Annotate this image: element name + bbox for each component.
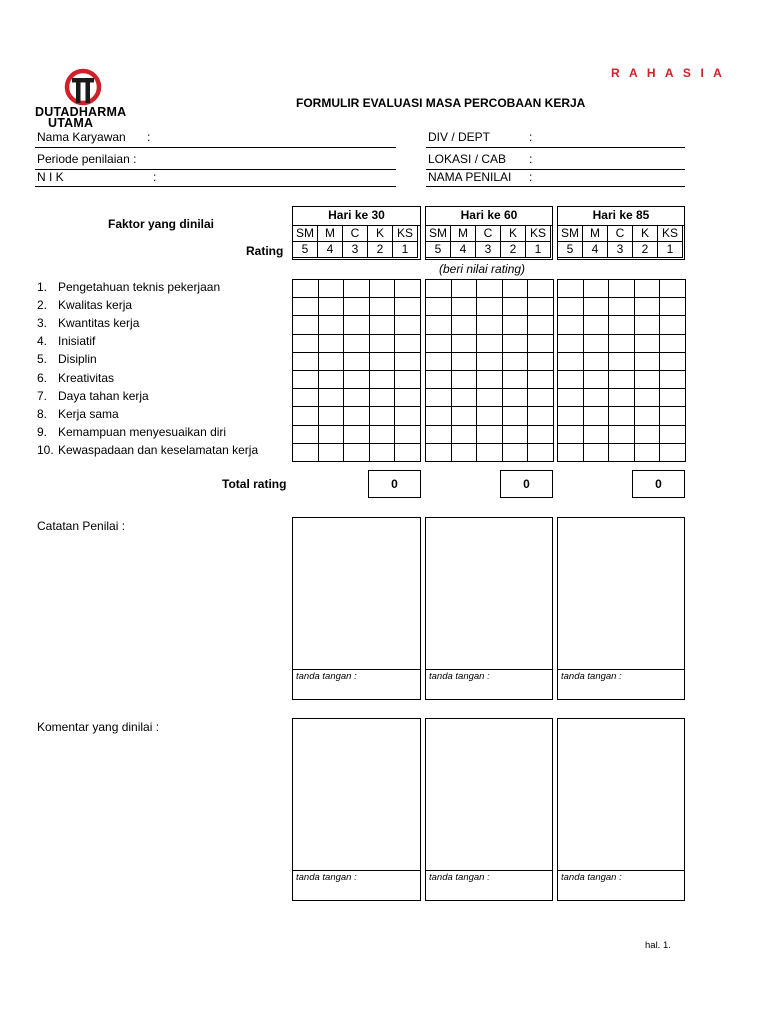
rating-cell[interactable] [609,280,635,298]
period-block-30 [292,206,421,260]
rating-cell[interactable] [426,407,452,425]
rating-cell[interactable] [660,407,686,425]
rating-cell[interactable] [369,443,395,461]
rating-cell[interactable] [395,443,421,461]
total-rating-box-85: 0 [632,470,685,498]
rating-cell[interactable] [609,370,635,388]
rating-cell[interactable] [502,334,528,352]
factor-number: 9. [37,425,48,439]
rating-cell[interactable] [502,298,528,316]
rating-cell[interactable] [502,280,528,298]
rating-cell[interactable] [477,316,503,334]
rating-cell[interactable] [583,316,609,334]
rating-cell[interactable] [344,280,370,298]
factor-number: 7. [37,389,48,403]
rating-cell[interactable] [318,352,344,370]
rating-grid-row [293,352,421,370]
factor-label: Pengetahuan teknis pekerjaan [58,280,221,294]
rating-cell[interactable] [293,425,319,443]
rating-code: SM [426,226,451,242]
rating-cell[interactable] [609,425,635,443]
factor-label: Kerja sama [58,407,119,421]
rating-cell[interactable] [369,352,395,370]
rating-cell[interactable] [369,370,395,388]
comments-box-85[interactable] [557,718,685,901]
rating-value: 5 [558,242,583,258]
rating-cell[interactable] [528,298,554,316]
rating-cell[interactable] [451,407,477,425]
rating-cell[interactable] [344,352,370,370]
factor-label: Daya tahan kerja [58,389,149,403]
period-header: Hari ke 30 [293,207,420,226]
rating-cell[interactable] [558,370,584,388]
rating-cell[interactable] [477,280,503,298]
rating-grid-row [426,334,554,352]
rating-cell[interactable] [369,407,395,425]
rating-scale-table [292,225,418,258]
rating-cell[interactable] [609,334,635,352]
total-rating-box-30: 0 [368,470,421,498]
rating-cell[interactable] [451,370,477,388]
field-location-colon: : [529,152,533,166]
rating-value: 4 [583,242,608,258]
rating-cell[interactable] [558,334,584,352]
rating-grid-30 [292,279,421,462]
rating-grid-row [426,443,554,461]
rating-code: C [608,226,633,242]
rating-cell[interactable] [558,443,584,461]
rating-cell[interactable] [502,316,528,334]
rating-cell[interactable] [528,352,554,370]
rating-cell[interactable] [318,425,344,443]
rating-cell[interactable] [528,407,554,425]
field-nik-colon: : [153,170,157,184]
factor-label: Kemampuan menyesuaikan diri [58,425,227,439]
rating-cell[interactable] [395,280,421,298]
rating-code: KS [393,226,418,242]
factor-number: 8. [37,407,48,421]
rating-cell[interactable] [344,425,370,443]
rating-cell[interactable] [502,352,528,370]
factor-item [37,389,149,403]
rating-grid-row [293,316,421,334]
rating-cell[interactable] [583,389,609,407]
rating-cell[interactable] [634,316,660,334]
rating-cell[interactable] [502,425,528,443]
rating-grid-row [558,280,686,298]
factor-item [37,425,226,439]
rating-cell[interactable] [344,389,370,407]
rating-value: 3 [343,242,368,258]
rating-cell[interactable] [344,407,370,425]
period-header: Hari ke 60 [426,207,552,226]
rating-code: M [451,226,476,242]
rating-cell[interactable] [426,316,452,334]
rating-cell[interactable] [609,389,635,407]
rating-cell[interactable] [344,298,370,316]
rating-cell[interactable] [583,298,609,316]
page-number: hal. 1. [645,940,671,951]
rating-cell[interactable] [293,443,319,461]
rating-cell[interactable] [583,352,609,370]
rating-cell[interactable] [558,407,584,425]
rating-cell[interactable] [344,316,370,334]
rating-cell[interactable] [451,334,477,352]
rating-cell[interactable] [634,425,660,443]
rating-cell[interactable] [583,407,609,425]
rating-cell[interactable] [558,352,584,370]
rating-value: 1 [526,242,551,258]
rating-grid-85 [557,279,686,462]
rating-value: 4 [318,242,343,258]
rating-cell[interactable] [426,280,452,298]
rating-cell[interactable] [660,443,686,461]
notes-box-60[interactable] [425,517,553,700]
rating-cell[interactable] [634,370,660,388]
rating-cell[interactable] [318,334,344,352]
rating-cell[interactable] [426,334,452,352]
rating-grid-row [558,389,686,407]
rating-cell[interactable] [426,370,452,388]
rating-cell[interactable] [369,334,395,352]
rating-grid-row [426,316,554,334]
signature-field[interactable]: tanda tangan : [558,870,684,900]
factor-label: Disiplin [58,352,97,366]
rating-value: 2 [368,242,393,258]
rating-grid-row [426,352,554,370]
rating-grid-row [293,389,421,407]
factor-label: Kwalitas kerja [58,298,133,312]
rating-cell[interactable] [344,370,370,388]
period-block-60 [425,206,553,260]
rating-cell[interactable] [660,334,686,352]
field-div-dept-line[interactable] [426,147,685,148]
rating-cell[interactable] [528,443,554,461]
rating-cell[interactable] [451,443,477,461]
field-location-label: LOKASI / CAB [428,152,507,166]
company-logo-icon [64,68,102,106]
factor-label: Kwantitas kerja [58,316,140,330]
rating-code: K [501,226,526,242]
rating-cell[interactable] [660,298,686,316]
rating-scale-table [557,225,683,258]
rating-cell[interactable] [502,389,528,407]
rating-cell[interactable] [558,389,584,407]
rating-cell[interactable] [395,389,421,407]
total-rating-label: Total rating [222,477,287,491]
rating-cell[interactable] [528,280,554,298]
field-assessor-line[interactable] [426,186,685,187]
rating-grid-row [293,280,421,298]
rating-cell[interactable] [477,298,503,316]
rating-cell[interactable] [502,443,528,461]
factor-number: 10. [37,443,54,457]
rating-cell[interactable] [528,425,554,443]
rating-grid-row [293,425,421,443]
field-period-line[interactable] [35,169,396,170]
rating-grid-row [426,370,554,388]
factor-number: 4. [37,334,48,348]
rating-cell[interactable] [395,334,421,352]
rating-grid-row [558,334,686,352]
rating-cell[interactable] [344,334,370,352]
rating-cell[interactable] [583,443,609,461]
rating-cell[interactable] [558,316,584,334]
notes-box-30[interactable] [292,517,421,700]
rating-cell[interactable] [634,443,660,461]
rating-cell[interactable] [634,280,660,298]
rating-cell[interactable] [660,352,686,370]
rating-cell[interactable] [426,443,452,461]
comments-label: Komentar yang dinilai : [37,720,160,734]
period-block-85 [557,206,685,260]
factor-item [37,316,139,330]
factor-number: 6. [37,371,48,385]
rating-code: SM [558,226,583,242]
rating-grid-row [558,425,686,443]
rating-cell[interactable] [477,352,503,370]
signature-field[interactable]: tanda tangan : [293,669,420,699]
rating-cell[interactable] [318,389,344,407]
field-employee-name-label: Nama Karyawan [37,130,126,144]
rating-cell[interactable] [293,334,319,352]
rating-code: C [343,226,368,242]
factor-number: 5. [37,352,48,366]
rating-note: (beri nilai rating) [439,262,526,276]
rating-cell[interactable] [293,298,319,316]
rating-grid-row [426,298,554,316]
rating-cell[interactable] [451,316,477,334]
field-div-dept-colon: : [529,130,533,144]
rating-grid-row [426,407,554,425]
rating-cell[interactable] [395,425,421,443]
rating-cell[interactable] [609,352,635,370]
rating-cell[interactable] [528,334,554,352]
rating-cell[interactable] [369,316,395,334]
factor-item [37,280,220,294]
rating-cell[interactable] [293,370,319,388]
signature-field[interactable]: tanda tangan : [558,669,684,699]
rating-cell[interactable] [293,280,319,298]
form-title: FORMULIR EVALUASI MASA PERCOBAAN KERJA [296,96,586,110]
rating-cell[interactable] [426,298,452,316]
rating-grid-row [558,370,686,388]
rating-label: Rating [246,244,284,258]
factor-item [37,371,114,385]
rating-grid-row [426,280,554,298]
rating-cell[interactable] [395,352,421,370]
rating-value: 2 [633,242,658,258]
rating-cell[interactable] [451,298,477,316]
factor-heading: Faktor yang dinilai [108,217,215,231]
rating-code: KS [658,226,683,242]
rating-grid-row [558,443,686,461]
rating-cell[interactable] [660,280,686,298]
rating-cell[interactable] [369,280,395,298]
rating-cell[interactable] [395,370,421,388]
rating-cell[interactable] [477,407,503,425]
rating-cell[interactable] [477,389,503,407]
rating-cell[interactable] [318,443,344,461]
rating-cell[interactable] [609,316,635,334]
rating-cell[interactable] [369,425,395,443]
rating-cell[interactable] [344,443,370,461]
rating-cell[interactable] [318,316,344,334]
rating-cell[interactable] [426,352,452,370]
rating-cell[interactable] [318,370,344,388]
rating-cell[interactable] [583,425,609,443]
rating-cell[interactable] [293,407,319,425]
rating-cell[interactable] [318,280,344,298]
rating-grid-row [426,425,554,443]
factor-label: Kreativitas [58,371,115,385]
rating-cell[interactable] [293,389,319,407]
factor-item [37,334,95,348]
factor-number: 1. [37,280,48,294]
rating-cell[interactable] [609,298,635,316]
rating-cell[interactable] [369,298,395,316]
rating-cell[interactable] [426,389,452,407]
rating-cell[interactable] [502,407,528,425]
rating-grid-row [558,352,686,370]
rating-grid-row [293,443,421,461]
rating-code: SM [293,226,318,242]
rating-cell[interactable] [477,443,503,461]
rating-cell[interactable] [528,370,554,388]
factor-number: 2. [37,298,48,312]
rating-cell[interactable] [318,298,344,316]
logo-line-2: UTAMA [48,116,94,130]
field-assessor-label: NAMA PENILAI [428,170,512,184]
factor-item [37,443,258,457]
rating-cell[interactable] [477,425,503,443]
rating-cell[interactable] [426,425,452,443]
rating-cell[interactable] [451,280,477,298]
rating-code: M [583,226,608,242]
rating-cell[interactable] [451,389,477,407]
rating-cell[interactable] [634,407,660,425]
rating-cell[interactable] [395,316,421,334]
factor-item [37,352,97,366]
field-assessor-colon: : [529,170,533,184]
rating-cell[interactable] [660,425,686,443]
rating-cell[interactable] [318,407,344,425]
total-rating-box-60: 0 [500,470,553,498]
rating-cell[interactable] [558,298,584,316]
rating-cell[interactable] [609,443,635,461]
period-header: Hari ke 85 [558,207,684,226]
rating-cell[interactable] [477,334,503,352]
rating-value: 5 [293,242,318,258]
field-nik-label: N I K [37,170,64,184]
notes-box-85[interactable] [557,517,685,700]
rating-cell[interactable] [293,316,319,334]
rating-cell[interactable] [293,352,319,370]
rating-grid-row [558,407,686,425]
comments-box-60[interactable] [425,718,553,901]
field-div-dept-label: DIV / DEPT [428,130,491,144]
rating-grid-row [558,298,686,316]
rating-value: 2 [501,242,526,258]
logo-text [35,107,135,129]
signature-field[interactable]: tanda tangan : [426,870,552,900]
factor-label: Kewaspadaan dan keselamatan kerja [58,443,259,457]
rating-cell[interactable] [609,407,635,425]
rating-cell[interactable] [528,316,554,334]
rating-value: 1 [393,242,418,258]
rating-cell[interactable] [451,425,477,443]
rating-cell[interactable] [451,352,477,370]
factor-item [37,407,119,421]
field-nik-line[interactable] [35,186,396,187]
rating-grid-row [293,298,421,316]
rating-cell[interactable] [395,407,421,425]
confidential-label: R A H A S I A [611,66,726,80]
rating-grid-row [426,389,554,407]
rating-grid-row [293,334,421,352]
rating-cell[interactable] [558,425,584,443]
rating-cell[interactable] [583,370,609,388]
rating-code: KS [526,226,551,242]
rating-cell[interactable] [583,334,609,352]
rating-cell[interactable] [502,370,528,388]
rating-cell[interactable] [660,316,686,334]
rating-cell[interactable] [369,389,395,407]
rating-cell[interactable] [634,298,660,316]
rating-cell[interactable] [660,370,686,388]
rating-grid-row [293,370,421,388]
rating-cell[interactable] [634,389,660,407]
rating-code: C [476,226,501,242]
rating-cell[interactable] [528,389,554,407]
signature-field[interactable]: tanda tangan : [426,669,552,699]
rating-value: 3 [608,242,633,258]
logo-line-1: DUTADHARMA [35,105,127,119]
field-period-label: Periode penilaian : [37,152,137,166]
rating-code: M [318,226,343,242]
factor-item [37,298,132,312]
rating-grid-60 [425,279,554,462]
rating-grid-row [558,316,686,334]
notes-label: Catatan Penilai : [37,519,126,533]
rating-value: 3 [476,242,501,258]
rating-cell[interactable] [558,280,584,298]
factor-label: Inisiatif [58,334,96,348]
rating-cell[interactable] [660,389,686,407]
signature-field[interactable]: tanda tangan : [293,870,420,900]
rating-cell[interactable] [583,280,609,298]
rating-code: K [633,226,658,242]
rating-scale-table [425,225,551,258]
rating-cell[interactable] [477,370,503,388]
rating-cell[interactable] [395,298,421,316]
rating-cell[interactable] [634,352,660,370]
rating-value: 4 [451,242,476,258]
field-employee-name-line[interactable] [35,147,396,148]
factor-number: 3. [37,316,48,330]
rating-code: K [368,226,393,242]
rating-grid-row [293,407,421,425]
rating-cell[interactable] [634,334,660,352]
rating-value: 1 [658,242,683,258]
comments-box-30[interactable] [292,718,421,901]
rating-value: 5 [426,242,451,258]
field-employee-name-colon: : [147,130,151,144]
